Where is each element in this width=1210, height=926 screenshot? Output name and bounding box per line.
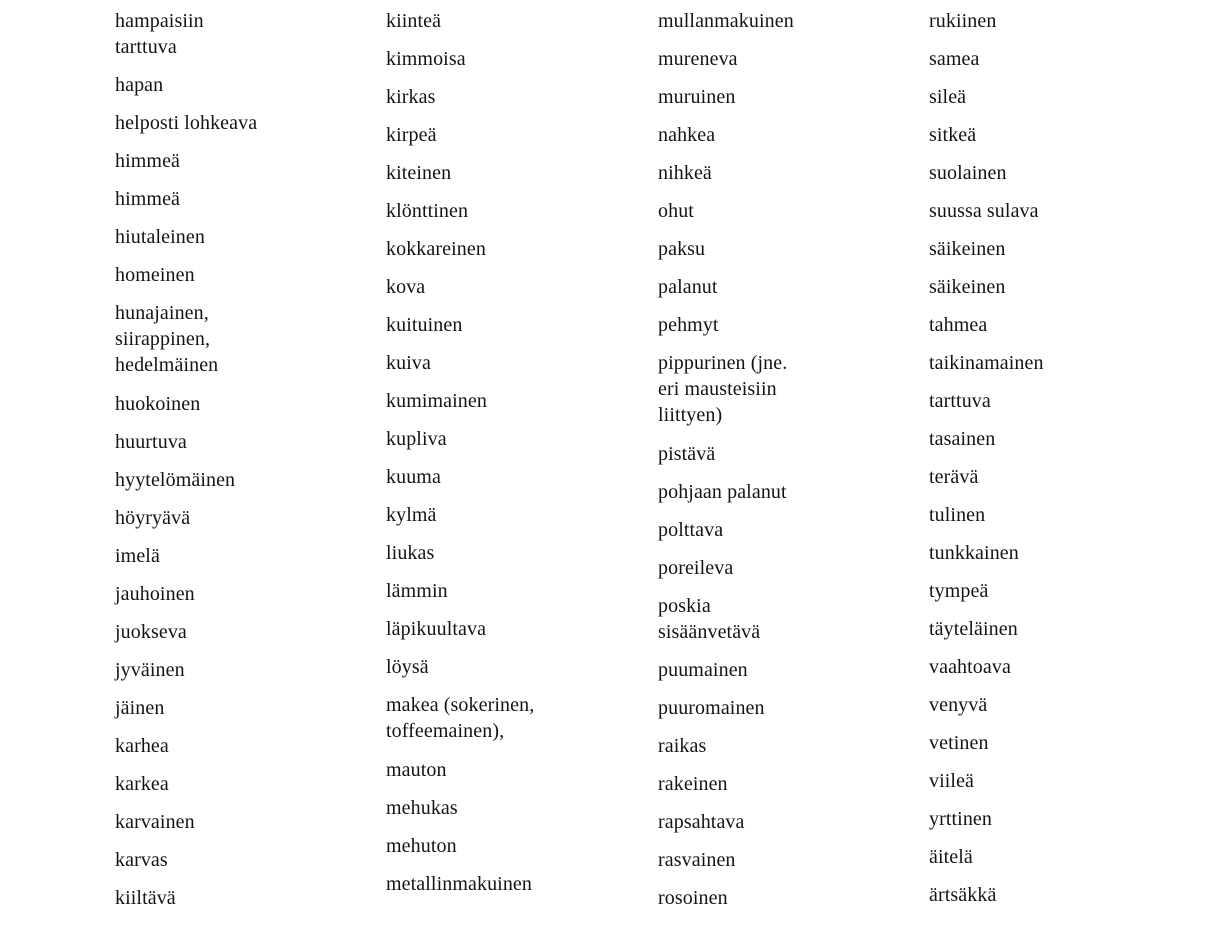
word-entry: juokseva xyxy=(115,621,187,643)
word-entry: tulinen xyxy=(929,504,986,526)
word-entry: helposti lohkeava xyxy=(115,112,258,134)
word-entry: venyvä xyxy=(929,694,988,716)
word-entry: sitkeä xyxy=(929,124,977,146)
word-entry: muruinen xyxy=(658,86,736,108)
word-entry: yrttinen xyxy=(929,808,993,830)
word-entry: rukiinen xyxy=(929,10,997,32)
word-entry: himmeä xyxy=(115,150,181,172)
word-entry: kimmoisa xyxy=(386,48,466,70)
word-entry: homeinen xyxy=(115,264,195,286)
word-entry: nihkeä xyxy=(658,162,712,184)
word-entry: hampaisiin tarttuva xyxy=(115,10,204,58)
word-entry: kupliva xyxy=(386,428,447,450)
word-entry: höyryävä xyxy=(115,507,191,529)
word-entry: kuituinen xyxy=(386,314,463,336)
word-entry: sileä xyxy=(929,86,967,108)
word-entry: pohjaan palanut xyxy=(658,481,787,503)
word-entry: kuiva xyxy=(386,352,431,374)
word-entry: mehuton xyxy=(386,835,457,857)
word-entry: pippurinen (jne. eri mausteisiin liittyen) xyxy=(658,352,788,426)
word-entry: karkea xyxy=(115,773,169,795)
word-entry: hunajainen, siirappinen, hedelmäinen xyxy=(115,302,219,376)
word-entry: kuuma xyxy=(386,466,441,488)
word-entry: läpikuultava xyxy=(386,618,487,640)
word-entry: tunkkainen xyxy=(929,542,1019,564)
word-entry: ohut xyxy=(658,200,694,222)
word-entry: rakeinen xyxy=(658,773,728,795)
word-entry: karvainen xyxy=(115,811,195,833)
word-entry: pistävä xyxy=(658,443,716,465)
word-entry: kirkas xyxy=(386,86,436,108)
word-entry: puuromainen xyxy=(658,697,765,719)
word-entry: tasainen xyxy=(929,428,996,450)
word-entry: palanut xyxy=(658,276,718,298)
word-entry: huurtuva xyxy=(115,431,187,453)
word-entry: tympeä xyxy=(929,580,989,602)
word-entry: rosoinen xyxy=(658,887,728,909)
word-entry: mehukas xyxy=(386,797,458,819)
word-entry: poreileva xyxy=(658,557,734,579)
word-entry: kokkareinen xyxy=(386,238,486,260)
word-entry: säikeinen xyxy=(929,276,1006,298)
word-entry: imelä xyxy=(115,545,160,567)
word-entry: terävä xyxy=(929,466,979,488)
word-entry: karhea xyxy=(115,735,169,757)
word-entry: polttava xyxy=(658,519,724,541)
word-entry: äitelä xyxy=(929,846,973,868)
word-entry: pehmyt xyxy=(658,314,719,336)
word-entry: himmeä xyxy=(115,188,181,210)
word-entry: taikinamainen xyxy=(929,352,1044,374)
word-entry: metallinmakuinen xyxy=(386,873,533,895)
word-entry: mureneva xyxy=(658,48,738,70)
word-entry: makea (sokerinen, toffeemainen), xyxy=(386,694,535,742)
word-entry: mauton xyxy=(386,759,447,781)
word-entry: mullanmakuinen xyxy=(658,10,794,32)
word-entry: vetinen xyxy=(929,732,989,754)
word-entry: tahmea xyxy=(929,314,988,336)
word-entry: kiinteä xyxy=(386,10,442,32)
word-entry: vaahtoava xyxy=(929,656,1011,678)
word-entry: jyväinen xyxy=(115,659,185,681)
word-entry: ärtsäkkä xyxy=(929,884,997,906)
word-entry: tarttuva xyxy=(929,390,991,412)
word-entry: suolainen xyxy=(929,162,1007,184)
word-entry: jauhoinen xyxy=(115,583,195,605)
word-entry: suussa sulava xyxy=(929,200,1039,222)
word-entry: rasvainen xyxy=(658,849,736,871)
word-entry: rapsahtava xyxy=(658,811,745,833)
word-entry: klönttinen xyxy=(386,200,469,222)
word-entry: poskia sisäänvetävä xyxy=(658,595,761,643)
word-entry: hapan xyxy=(115,74,164,96)
word-entry: kylmä xyxy=(386,504,437,526)
word-entry: lämmin xyxy=(386,580,448,602)
word-entry: nahkea xyxy=(658,124,716,146)
word-entry: kiteinen xyxy=(386,162,452,184)
word-entry: kova xyxy=(386,276,426,298)
word-entry: karvas xyxy=(115,849,168,871)
word-entry: kumimainen xyxy=(386,390,487,412)
word-entry: viileä xyxy=(929,770,975,792)
word-entry: paksu xyxy=(658,238,706,260)
word-entry: kiiltävä xyxy=(115,887,176,909)
word-entry: samea xyxy=(929,48,980,70)
word-entry: raikas xyxy=(658,735,707,757)
word-entry: täyteläinen xyxy=(929,618,1018,640)
word-entry: liukas xyxy=(386,542,435,564)
word-entry: huokoinen xyxy=(115,393,201,415)
word-entry: jäinen xyxy=(115,697,165,719)
word-entry: hiutaleinen xyxy=(115,226,205,248)
word-entry: hyytelömäinen xyxy=(115,469,236,491)
word-entry: löysä xyxy=(386,656,429,678)
word-entry: kirpeä xyxy=(386,124,437,146)
word-entry: puumainen xyxy=(658,659,748,681)
word-entry: säikeinen xyxy=(929,238,1006,260)
